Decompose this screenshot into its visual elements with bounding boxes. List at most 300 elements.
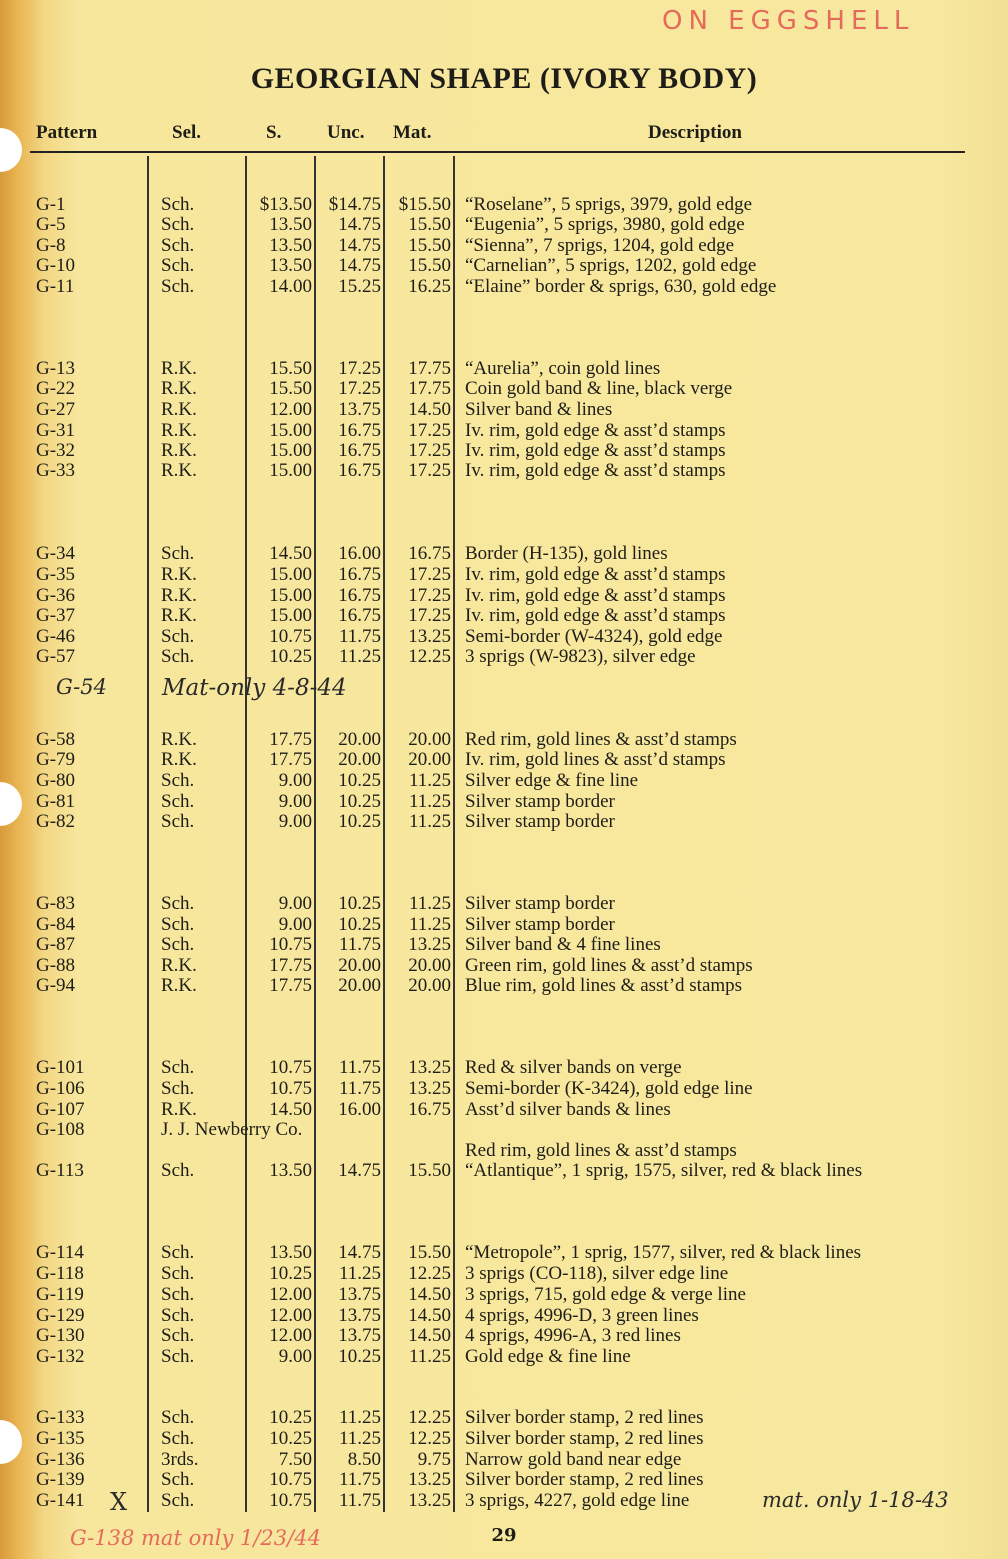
table-row <box>0 956 1008 976</box>
selection-cell: 3rds. <box>161 1449 199 1470</box>
mat-price-cell: 13.25 <box>408 1490 451 1511</box>
s-price-cell: 15.00 <box>269 460 312 481</box>
selection-cell: Sch. <box>161 1490 195 1511</box>
s-price-cell: 13.50 <box>269 214 312 235</box>
pattern-cell: G-114 <box>36 1242 84 1263</box>
pattern-cell: G-108 <box>36 1119 85 1140</box>
handwritten-note-g141: mat. only 1-18-43 <box>762 1488 949 1512</box>
description-cell: Iv. rim, gold edge & asst’d stamps <box>465 605 726 626</box>
mat-price-cell: 17.75 <box>408 378 451 399</box>
table-row <box>0 627 1008 647</box>
mat-price-cell: 17.25 <box>408 460 451 481</box>
unc-price-cell: 13.75 <box>338 1284 381 1305</box>
pattern-cell: G-83 <box>36 893 76 914</box>
pattern-cell: G-113 <box>36 1160 84 1181</box>
description-cell: 3 sprigs (W-9823), silver edge <box>465 646 696 667</box>
unc-price-cell: 20.00 <box>338 975 381 996</box>
selection-cell: Sch. <box>161 646 195 667</box>
unc-price-cell: 11.75 <box>338 626 381 647</box>
s-price-cell: 9.00 <box>278 893 312 914</box>
s-price-cell: 14.50 <box>269 1099 312 1120</box>
mat-price-cell: 12.25 <box>408 646 451 667</box>
table-row <box>0 935 1008 955</box>
table-row <box>0 1120 1008 1140</box>
s-price-cell: 10.75 <box>269 934 312 955</box>
table-row <box>0 915 1008 935</box>
s-price-cell: 14.50 <box>269 543 312 564</box>
table-row <box>0 792 1008 812</box>
description-cell: Iv. rim, gold edge & asst’d stamps <box>465 585 726 606</box>
selection-cell: Sch. <box>161 914 195 935</box>
s-price-cell: 17.75 <box>269 955 312 976</box>
selection-cell: R.K. <box>161 585 197 606</box>
table-row <box>0 1470 1008 1490</box>
selection-cell: R.K. <box>161 460 197 481</box>
pattern-cell: G-37 <box>36 605 76 626</box>
handwritten-note-mat-only: Mat-only 4-8-44 <box>162 675 347 701</box>
s-price-cell: 13.50 <box>269 235 312 256</box>
pattern-cell: G-32 <box>36 440 76 461</box>
mat-price-cell: 11.25 <box>408 770 451 791</box>
table-row <box>0 1100 1008 1120</box>
s-price-cell: 13.50 <box>269 1160 312 1181</box>
description-cell: 3 sprigs, 4227, gold edge line <box>465 1490 690 1511</box>
pattern-cell: G-36 <box>36 585 76 606</box>
description-cell: Silver border stamp, 2 red lines <box>465 1407 704 1428</box>
pattern-cell: G-94 <box>36 975 76 996</box>
table-row <box>0 606 1008 626</box>
description-cell: 3 sprigs (CO-118), silver edge line <box>465 1263 729 1284</box>
pattern-cell: G-8 <box>36 235 66 256</box>
description-cell: Red rim, gold lines & asst’d stamps <box>465 1140 737 1161</box>
description-cell: Silver band & lines <box>465 399 613 420</box>
header-unc: Unc. <box>327 122 365 143</box>
mat-price-cell: 20.00 <box>408 975 451 996</box>
pattern-cell: G-1 <box>36 194 66 215</box>
s-price-cell: 15.00 <box>269 420 312 441</box>
selection-cell: Sch. <box>161 543 195 564</box>
mat-price-cell: 14.50 <box>408 399 451 420</box>
description-cell: “Carnelian”, 5 sprigs, 1202, gold edge <box>465 255 757 276</box>
description-cell: 4 sprigs, 4996-A, 3 red lines <box>465 1325 681 1346</box>
unc-price-cell: 10.25 <box>338 893 381 914</box>
selection-cell: Sch. <box>161 1160 195 1181</box>
binder-hole <box>0 128 22 172</box>
table-row <box>0 461 1008 481</box>
selection-cell: Sch. <box>161 770 195 791</box>
table-row <box>0 1079 1008 1099</box>
selection-cell: Sch. <box>161 255 195 276</box>
table-row <box>0 586 1008 606</box>
unc-price-cell: 11.25 <box>338 646 381 667</box>
s-price-cell: 10.75 <box>269 1469 312 1490</box>
unc-price-cell: 11.25 <box>338 1407 381 1428</box>
mat-price-cell: 11.25 <box>408 893 451 914</box>
description-cell: Silver border stamp, 2 red lines <box>465 1469 704 1490</box>
mat-price-cell: 11.25 <box>408 914 451 935</box>
pattern-cell: G-31 <box>36 420 76 441</box>
selection-cell: Sch. <box>161 1242 195 1263</box>
selection-cell: Sch. <box>161 276 195 297</box>
mat-price-cell: 14.50 <box>408 1284 451 1305</box>
description-cell: Gold edge & fine line <box>465 1346 631 1367</box>
s-price-cell: 9.00 <box>278 811 312 832</box>
header-sel: Sel. <box>172 122 202 143</box>
selection-cell: R.K. <box>161 420 197 441</box>
handwritten-x-mark: X <box>110 1488 128 1516</box>
unc-price-cell: 14.75 <box>338 235 381 256</box>
s-price-cell: 14.00 <box>269 276 312 297</box>
header-pattern: Pattern <box>36 122 98 143</box>
selection-cell: R.K. <box>161 605 197 626</box>
table-row <box>0 1243 1008 1263</box>
header-mat: Mat. <box>393 122 432 143</box>
mat-price-cell: 17.25 <box>408 440 451 461</box>
unc-price-cell: 20.00 <box>338 729 381 750</box>
selection-cell: R.K. <box>161 564 197 585</box>
mat-price-cell: 13.25 <box>408 934 451 955</box>
pattern-cell: G-46 <box>36 626 76 647</box>
selection-cell: R.K. <box>161 440 197 461</box>
s-price-cell: 12.00 <box>269 1305 312 1326</box>
description-cell: Asst’d silver bands & lines <box>465 1099 671 1120</box>
table-row <box>0 1141 1008 1161</box>
table-row <box>0 1161 1008 1181</box>
unc-price-cell: 16.75 <box>338 585 381 606</box>
mat-price-cell: 20.00 <box>408 955 451 976</box>
pattern-cell: G-141 <box>36 1490 85 1511</box>
mat-price-cell: 11.25 <box>408 1346 451 1367</box>
table-row <box>0 647 1008 667</box>
pattern-cell: G-106 <box>36 1078 85 1099</box>
table-row <box>0 236 1008 256</box>
selection-cell: Sch. <box>161 626 195 647</box>
table-row <box>0 1450 1008 1470</box>
table-row <box>0 1326 1008 1346</box>
header-rule <box>30 151 965 153</box>
s-price-cell: 10.25 <box>269 646 312 667</box>
selection-cell: Sch. <box>161 1407 195 1428</box>
selection-cell: Sch. <box>161 791 195 812</box>
table-row <box>0 256 1008 276</box>
page-number: 29 <box>491 1525 517 1546</box>
s-price-cell: 10.25 <box>269 1263 312 1284</box>
mat-price-cell: 15.50 <box>408 214 451 235</box>
s-price-cell: 10.25 <box>269 1407 312 1428</box>
table-row <box>0 1408 1008 1428</box>
pattern-cell: G-133 <box>36 1407 85 1428</box>
description-cell: Iv. rim, gold edge & asst’d stamps <box>465 460 726 481</box>
pattern-cell: G-58 <box>36 729 76 750</box>
table-row <box>0 1347 1008 1367</box>
header-description: Description <box>648 122 742 143</box>
pattern-cell: G-82 <box>36 811 76 832</box>
selection-cell: Sch. <box>161 1325 195 1346</box>
unc-price-cell: 16.75 <box>338 564 381 585</box>
handwritten-note-g138: G-138 mat only 1/23/44 <box>70 1526 321 1550</box>
handwritten-note-eggshell: ON EGGSHELL <box>662 6 915 36</box>
s-price-cell: 9.00 <box>278 1346 312 1367</box>
table-row <box>0 1058 1008 1078</box>
selection-cell: R.K. <box>161 749 197 770</box>
mat-price-cell: 16.25 <box>408 276 451 297</box>
table-row <box>0 215 1008 235</box>
description-cell: Semi-border (K-3424), gold edge line <box>465 1078 753 1099</box>
pattern-cell: G-84 <box>36 914 76 935</box>
mat-price-cell: 12.25 <box>408 1407 451 1428</box>
selection-cell: R.K. <box>161 378 197 399</box>
s-price-cell: 10.25 <box>269 1428 312 1449</box>
s-price-cell: 12.00 <box>269 399 312 420</box>
mat-price-cell: 17.25 <box>408 564 451 585</box>
table-row <box>0 400 1008 420</box>
pattern-cell: G-11 <box>36 276 75 297</box>
pattern-cell: G-35 <box>36 564 76 585</box>
table-row <box>0 441 1008 461</box>
selection-cell: Sch. <box>161 1469 195 1490</box>
pattern-cell: G-130 <box>36 1325 85 1346</box>
selection-cell: J. J. Newberry Co. <box>161 1119 303 1140</box>
mat-price-cell: 13.25 <box>408 626 451 647</box>
selection-cell: Sch. <box>161 1078 195 1099</box>
pattern-cell: G-87 <box>36 934 76 955</box>
unc-price-cell: 11.25 <box>338 1428 381 1449</box>
unc-price-cell: 16.00 <box>338 1099 381 1120</box>
description-cell: Silver border stamp, 2 red lines <box>465 1428 704 1449</box>
unc-price-cell: 10.25 <box>338 811 381 832</box>
unc-price-cell: 11.75 <box>338 1078 381 1099</box>
unc-price-cell: 15.25 <box>338 276 381 297</box>
mat-price-cell: 15.50 <box>408 255 451 276</box>
description-cell: Green rim, gold lines & asst’d stamps <box>465 955 753 976</box>
table-row <box>0 750 1008 770</box>
selection-cell: Sch. <box>161 194 195 215</box>
s-price-cell: 17.75 <box>269 975 312 996</box>
mat-price-cell: $15.50 <box>398 194 451 215</box>
description-cell: 3 sprigs, 715, gold edge & verge line <box>465 1284 746 1305</box>
unc-price-cell: 10.25 <box>338 770 381 791</box>
header-s: S. <box>266 122 282 143</box>
unc-price-cell: 13.75 <box>338 399 381 420</box>
description-cell: Iv. rim, gold lines & asst’d stamps <box>465 749 726 770</box>
selection-cell: Sch. <box>161 811 195 832</box>
mat-price-cell: 15.50 <box>408 1242 451 1263</box>
mat-price-cell: 15.50 <box>408 235 451 256</box>
table-row <box>0 359 1008 379</box>
description-cell: Iv. rim, gold edge & asst’d stamps <box>465 564 726 585</box>
table-row <box>0 730 1008 750</box>
unc-price-cell: 13.75 <box>338 1305 381 1326</box>
pattern-cell: G-107 <box>36 1099 85 1120</box>
unc-price-cell: 16.75 <box>338 420 381 441</box>
description-cell: Silver stamp border <box>465 791 615 812</box>
unc-price-cell: 20.00 <box>338 955 381 976</box>
pattern-cell: G-79 <box>36 749 76 770</box>
table-row <box>0 195 1008 215</box>
s-price-cell: 13.50 <box>269 255 312 276</box>
description-cell: Red rim, gold lines & asst’d stamps <box>465 729 737 750</box>
pattern-cell: G-101 <box>36 1057 85 1078</box>
pattern-cell: G-33 <box>36 460 76 481</box>
unc-price-cell: 11.75 <box>338 1490 381 1511</box>
mat-price-cell: 12.25 <box>408 1428 451 1449</box>
s-price-cell: 17.75 <box>269 749 312 770</box>
s-price-cell: 15.00 <box>269 585 312 606</box>
pattern-cell: G-88 <box>36 955 76 976</box>
table-row <box>0 771 1008 791</box>
unc-price-cell: 11.75 <box>338 1057 381 1078</box>
pattern-cell: G-136 <box>36 1449 85 1470</box>
description-cell: Border (H-135), gold lines <box>465 543 668 564</box>
description-cell: Coin gold band & line, black verge <box>465 378 733 399</box>
mat-price-cell: 13.25 <box>408 1057 451 1078</box>
description-cell: Blue rim, gold lines & asst’d stamps <box>465 975 743 996</box>
table-row <box>0 565 1008 585</box>
selection-cell: Sch. <box>161 1346 195 1367</box>
pattern-cell: G-80 <box>36 770 76 791</box>
s-price-cell: 7.50 <box>278 1449 312 1470</box>
pattern-cell: G-27 <box>36 399 76 420</box>
pattern-cell: G-5 <box>36 214 66 235</box>
unc-price-cell: $14.75 <box>328 194 381 215</box>
unc-price-cell: 14.75 <box>338 255 381 276</box>
table-row <box>0 421 1008 441</box>
s-price-cell: 13.50 <box>269 1242 312 1263</box>
pattern-cell: G-57 <box>36 646 76 667</box>
description-cell: “Sienna”, 7 sprigs, 1204, gold edge <box>465 235 735 256</box>
mat-price-cell: 12.25 <box>408 1263 451 1284</box>
table-row <box>0 544 1008 564</box>
pattern-cell: G-22 <box>36 378 76 399</box>
table-row <box>0 894 1008 914</box>
selection-cell: Sch. <box>161 893 195 914</box>
mat-price-cell: 14.50 <box>408 1325 451 1346</box>
description-cell: Iv. rim, gold edge & asst’d stamps <box>465 420 726 441</box>
description-cell: Silver band & 4 fine lines <box>465 934 661 955</box>
pattern-cell: G-10 <box>36 255 76 276</box>
selection-cell: Sch. <box>161 1284 195 1305</box>
description-cell: Silver stamp border <box>465 893 615 914</box>
description-cell: Silver stamp border <box>465 811 615 832</box>
table-row <box>0 1306 1008 1326</box>
mat-price-cell: 15.50 <box>408 1160 451 1181</box>
selection-cell: R.K. <box>161 955 197 976</box>
selection-cell: R.K. <box>161 399 197 420</box>
s-price-cell: 15.50 <box>269 378 312 399</box>
s-price-cell: 15.00 <box>269 564 312 585</box>
selection-cell: R.K. <box>161 358 197 379</box>
pattern-cell: G-139 <box>36 1469 85 1490</box>
unc-price-cell: 10.25 <box>338 791 381 812</box>
description-cell: “Elaine” border & sprigs, 630, gold edge <box>465 276 777 297</box>
mat-price-cell: 13.25 <box>408 1078 451 1099</box>
table-row <box>0 277 1008 297</box>
description-cell: Narrow gold band near edge <box>465 1449 682 1470</box>
pattern-cell: G-129 <box>36 1305 85 1326</box>
description-cell: “Aurelia”, coin gold lines <box>465 358 661 379</box>
unc-price-cell: 16.75 <box>338 440 381 461</box>
unc-price-cell: 14.75 <box>338 1160 381 1181</box>
unc-price-cell: 13.75 <box>338 1325 381 1346</box>
description-cell: Silver edge & fine line <box>465 770 639 791</box>
unc-price-cell: 10.25 <box>338 1346 381 1367</box>
pattern-cell: G-119 <box>36 1284 84 1305</box>
description-cell: Semi-border (W-4324), gold edge <box>465 626 723 647</box>
description-cell: “Metropole”, 1 sprig, 1577, silver, red & black lines <box>465 1242 862 1263</box>
s-price-cell: 12.00 <box>269 1325 312 1346</box>
table-row <box>0 1264 1008 1284</box>
selection-cell: R.K. <box>161 729 197 750</box>
unc-price-cell: 14.75 <box>338 1242 381 1263</box>
unc-price-cell: 17.25 <box>338 378 381 399</box>
s-price-cell: 15.00 <box>269 440 312 461</box>
page-title: GEORGIAN SHAPE (IVORY BODY) <box>250 62 758 95</box>
description-cell: 4 sprigs, 4996-D, 3 green lines <box>465 1305 699 1326</box>
selection-cell: Sch. <box>161 934 195 955</box>
description-cell: Iv. rim, gold edge & asst’d stamps <box>465 440 726 461</box>
table-row <box>0 1285 1008 1305</box>
unc-price-cell: 17.25 <box>338 358 381 379</box>
selection-cell: Sch. <box>161 1263 195 1284</box>
selection-cell: Sch. <box>161 235 195 256</box>
mat-price-cell: 14.50 <box>408 1305 451 1326</box>
mat-price-cell: 17.25 <box>408 585 451 606</box>
pattern-cell: G-118 <box>36 1263 84 1284</box>
s-price-cell: 15.00 <box>269 605 312 626</box>
table-row <box>0 1429 1008 1449</box>
mat-price-cell: 17.25 <box>408 605 451 626</box>
mat-price-cell: 20.00 <box>408 749 451 770</box>
unc-price-cell: 11.75 <box>338 1469 381 1490</box>
mat-price-cell: 9.75 <box>417 1449 451 1470</box>
mat-price-cell: 16.75 <box>408 1099 451 1120</box>
s-price-cell: 12.00 <box>269 1284 312 1305</box>
pattern-cell: G-135 <box>36 1428 85 1449</box>
s-price-cell: 17.75 <box>269 729 312 750</box>
selection-cell: Sch. <box>161 1305 195 1326</box>
mat-price-cell: 17.75 <box>408 358 451 379</box>
selection-cell: Sch. <box>161 214 195 235</box>
s-price-cell: 10.75 <box>269 1057 312 1078</box>
mat-price-cell: 17.25 <box>408 420 451 441</box>
description-cell: “Atlantique”, 1 sprig, 1575, silver, red & black lines <box>465 1160 863 1181</box>
table-row <box>0 976 1008 996</box>
unc-price-cell: 8.50 <box>347 1449 381 1470</box>
s-price-cell: 15.50 <box>269 358 312 379</box>
unc-price-cell: 10.25 <box>338 914 381 935</box>
selection-cell: Sch. <box>161 1428 195 1449</box>
mat-price-cell: 16.75 <box>408 543 451 564</box>
pattern-cell: G-132 <box>36 1346 85 1367</box>
unc-price-cell: 16.00 <box>338 543 381 564</box>
table-row <box>0 379 1008 399</box>
s-price-cell: 9.00 <box>278 770 312 791</box>
unc-price-cell: 20.00 <box>338 749 381 770</box>
description-cell: “Roselane”, 5 sprigs, 3979, gold edge <box>465 194 753 215</box>
selection-cell: Sch. <box>161 1057 195 1078</box>
unc-price-cell: 14.75 <box>338 214 381 235</box>
handwritten-note-g54: G-54 <box>56 675 107 699</box>
selection-cell: R.K. <box>161 1099 197 1120</box>
s-price-cell: 9.00 <box>278 791 312 812</box>
pattern-cell: G-34 <box>36 543 76 564</box>
pattern-cell: G-13 <box>36 358 76 379</box>
mat-price-cell: 20.00 <box>408 729 451 750</box>
description-cell: Silver stamp border <box>465 914 615 935</box>
unc-price-cell: 16.75 <box>338 460 381 481</box>
mat-price-cell: 13.25 <box>408 1469 451 1490</box>
mat-price-cell: 11.25 <box>408 791 451 812</box>
